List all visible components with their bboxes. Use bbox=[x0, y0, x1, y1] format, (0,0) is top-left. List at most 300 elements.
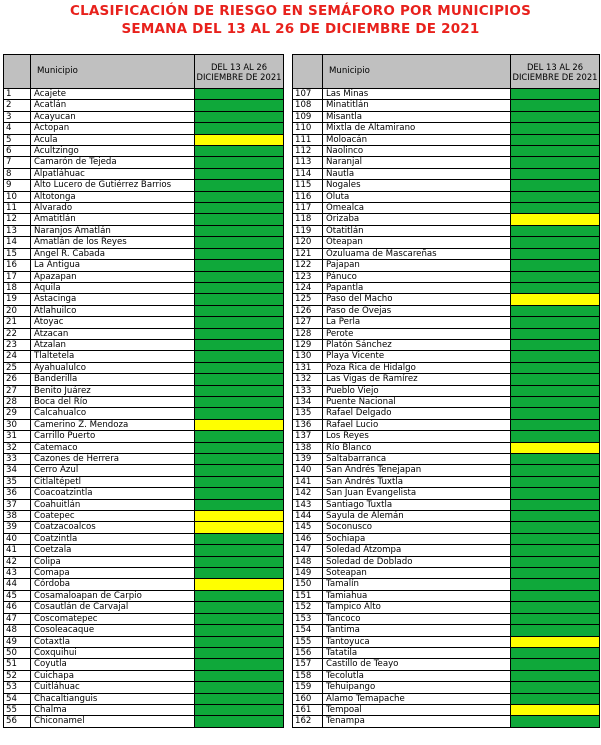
risk-light-cell bbox=[511, 248, 600, 259]
risk-light-cell bbox=[511, 488, 600, 499]
municipio-name: Rafael Lucio bbox=[323, 419, 511, 430]
municipio-name: Ayahualulco bbox=[31, 362, 195, 373]
row-number: 56 bbox=[4, 716, 31, 727]
row-number: 23 bbox=[4, 339, 31, 350]
municipio-name: Cerro Azul bbox=[31, 465, 195, 476]
table-row bbox=[293, 613, 600, 624]
table-row bbox=[293, 294, 600, 305]
municipio-name: Tempoal bbox=[323, 704, 511, 715]
table-row bbox=[4, 180, 284, 191]
municipio-name: Sayula de Alemán bbox=[323, 511, 511, 522]
table-row bbox=[4, 203, 284, 214]
risk-light-cell bbox=[511, 442, 600, 453]
table-row bbox=[4, 271, 284, 282]
row-number: 123 bbox=[293, 271, 323, 282]
table-row bbox=[4, 157, 284, 168]
table-row bbox=[293, 431, 600, 442]
municipio-name: Omealca bbox=[323, 203, 511, 214]
municipio-name: Amatitlán bbox=[31, 214, 195, 225]
table-row bbox=[4, 419, 284, 430]
municipio-name: Córdoba bbox=[31, 579, 195, 590]
municipio-name: Tlaltetela bbox=[31, 351, 195, 362]
table-row bbox=[4, 568, 284, 579]
risk-light-cell bbox=[511, 134, 600, 145]
table-row bbox=[293, 659, 600, 670]
table-row bbox=[4, 454, 284, 465]
risk-light-cell bbox=[511, 454, 600, 465]
row-number: 122 bbox=[293, 260, 323, 271]
risk-light-cell bbox=[511, 522, 600, 533]
municipio-name: Orizaba bbox=[323, 214, 511, 225]
row-number: 146 bbox=[293, 533, 323, 544]
header-week: DEL 13 AL 26 DICIEMBRE DE 2021 bbox=[511, 55, 600, 89]
risk-light-cell bbox=[195, 111, 284, 122]
risk-light-cell bbox=[195, 670, 284, 681]
municipio-name: Atoyac bbox=[31, 317, 195, 328]
risk-light-cell bbox=[195, 465, 284, 476]
header-number-cell bbox=[4, 55, 31, 89]
table-row bbox=[293, 545, 600, 556]
risk-light-cell bbox=[511, 123, 600, 134]
municipio-name: La Perla bbox=[323, 317, 511, 328]
table-row bbox=[4, 225, 284, 236]
table-row bbox=[293, 476, 600, 487]
right-risk-table bbox=[292, 54, 600, 728]
risk-light-cell bbox=[511, 214, 600, 225]
row-number: 127 bbox=[293, 317, 323, 328]
risk-light-cell bbox=[511, 647, 600, 658]
municipio-name: Platón Sánchez bbox=[323, 339, 511, 350]
risk-light-cell bbox=[195, 647, 284, 658]
risk-light-cell bbox=[511, 111, 600, 122]
row-number: 18 bbox=[4, 282, 31, 293]
row-number: 24 bbox=[4, 351, 31, 362]
right-table-body bbox=[293, 89, 600, 728]
table-row bbox=[4, 123, 284, 134]
table-row bbox=[293, 590, 600, 601]
row-number: 41 bbox=[4, 545, 31, 556]
row-number: 149 bbox=[293, 568, 323, 579]
row-number: 109 bbox=[293, 111, 323, 122]
row-number: 110 bbox=[293, 123, 323, 134]
row-number: 36 bbox=[4, 488, 31, 499]
row-number: 21 bbox=[4, 317, 31, 328]
row-number: 121 bbox=[293, 248, 323, 259]
header-number-cell bbox=[293, 55, 323, 89]
municipio-name: Chalma bbox=[31, 704, 195, 715]
municipio-name: Soteapan bbox=[323, 568, 511, 579]
risk-light-cell bbox=[195, 294, 284, 305]
municipio-name: Poza Rica de Hidalgo bbox=[323, 362, 511, 373]
municipio-name: Benito Juárez bbox=[31, 385, 195, 396]
table-row bbox=[293, 260, 600, 271]
municipio-name: Rafael Delgado bbox=[323, 408, 511, 419]
row-number: 16 bbox=[4, 260, 31, 271]
table-row bbox=[4, 625, 284, 636]
row-number: 30 bbox=[4, 419, 31, 430]
table-row bbox=[4, 237, 284, 248]
title-line-2: SEMANA DEL 13 AL 26 DE DICIEMBRE DE 2021 bbox=[121, 21, 480, 37]
table-row bbox=[293, 191, 600, 202]
municipio-name: Moloacán bbox=[323, 134, 511, 145]
risk-light-cell bbox=[511, 476, 600, 487]
risk-light-cell bbox=[511, 682, 600, 693]
risk-light-cell bbox=[511, 237, 600, 248]
row-number: 134 bbox=[293, 396, 323, 407]
municipio-name: Paso de Ovejas bbox=[323, 305, 511, 316]
risk-light-cell bbox=[195, 362, 284, 373]
municipio-name: Cuichapa bbox=[31, 670, 195, 681]
row-number: 55 bbox=[4, 704, 31, 715]
row-number: 4 bbox=[4, 123, 31, 134]
table-row bbox=[293, 419, 600, 430]
row-number: 150 bbox=[293, 579, 323, 590]
row-number: 29 bbox=[4, 408, 31, 419]
left-risk-table bbox=[3, 54, 284, 728]
row-number: 46 bbox=[4, 602, 31, 613]
row-number: 6 bbox=[4, 146, 31, 157]
risk-light-cell bbox=[195, 237, 284, 248]
municipio-name: Cazones de Herrera bbox=[31, 454, 195, 465]
municipio-name: Tenampa bbox=[323, 716, 511, 727]
row-number: 108 bbox=[293, 100, 323, 111]
risk-light-cell bbox=[195, 476, 284, 487]
table-row bbox=[293, 282, 600, 293]
row-number: 1 bbox=[4, 89, 31, 100]
municipio-name: Acatlán bbox=[31, 100, 195, 111]
row-number: 47 bbox=[4, 613, 31, 624]
municipio-name: Paso del Macho bbox=[323, 294, 511, 305]
table-row bbox=[293, 317, 600, 328]
municipio-name: Álamo Temapache bbox=[323, 693, 511, 704]
municipio-name: Los Reyes bbox=[323, 431, 511, 442]
risk-light-cell bbox=[195, 568, 284, 579]
row-number: 32 bbox=[4, 442, 31, 453]
municipio-name: Acayucan bbox=[31, 111, 195, 122]
municipio-name: Coatzintla bbox=[31, 533, 195, 544]
row-number: 158 bbox=[293, 670, 323, 681]
risk-light-cell bbox=[195, 317, 284, 328]
municipio-name: Playa Vicente bbox=[323, 351, 511, 362]
risk-light-cell bbox=[195, 556, 284, 567]
table-row bbox=[4, 431, 284, 442]
risk-light-cell bbox=[195, 157, 284, 168]
municipio-name: Soledad Atzompa bbox=[323, 545, 511, 556]
row-number: 9 bbox=[4, 180, 31, 191]
risk-light-cell bbox=[195, 636, 284, 647]
table-row bbox=[293, 225, 600, 236]
risk-light-cell bbox=[195, 146, 284, 157]
risk-light-cell bbox=[195, 579, 284, 590]
table-row bbox=[4, 522, 284, 533]
risk-light-cell bbox=[195, 511, 284, 522]
municipio-name: Sochiapa bbox=[323, 533, 511, 544]
municipio-name: Calcahualco bbox=[31, 408, 195, 419]
table-row bbox=[293, 180, 600, 191]
title-line-1: CLASIFICACIÓN DE RIESGO EN SEMÁFORO POR MUNICIPIOS bbox=[69, 3, 531, 19]
risk-light-cell bbox=[195, 454, 284, 465]
municipio-name: La Antigua bbox=[31, 260, 195, 271]
row-number: 54 bbox=[4, 693, 31, 704]
row-number: 31 bbox=[4, 431, 31, 442]
row-number: 40 bbox=[4, 533, 31, 544]
risk-light-cell bbox=[511, 89, 600, 100]
municipio-name: Catemaco bbox=[31, 442, 195, 453]
table-row bbox=[4, 704, 284, 715]
municipio-name: Tatatila bbox=[323, 647, 511, 658]
municipio-name: Papantla bbox=[323, 282, 511, 293]
row-number: 38 bbox=[4, 511, 31, 522]
row-number: 156 bbox=[293, 647, 323, 658]
table-row bbox=[4, 362, 284, 373]
risk-light-cell bbox=[511, 511, 600, 522]
table-row bbox=[293, 499, 600, 510]
risk-light-cell bbox=[195, 396, 284, 407]
row-number: 139 bbox=[293, 454, 323, 465]
municipio-name: Amatlán de los Reyes bbox=[31, 237, 195, 248]
risk-light-cell bbox=[195, 522, 284, 533]
risk-light-cell bbox=[511, 385, 600, 396]
row-number: 44 bbox=[4, 579, 31, 590]
risk-light-cell bbox=[511, 282, 600, 293]
table-row bbox=[4, 613, 284, 624]
municipio-name: Camarón de Tejeda bbox=[31, 157, 195, 168]
row-number: 154 bbox=[293, 625, 323, 636]
row-number: 11 bbox=[4, 203, 31, 214]
risk-light-cell bbox=[195, 385, 284, 396]
table-row bbox=[4, 168, 284, 179]
risk-light-cell bbox=[511, 396, 600, 407]
row-number: 43 bbox=[4, 568, 31, 579]
table-row bbox=[4, 248, 284, 259]
table-row bbox=[293, 134, 600, 145]
risk-light-cell bbox=[195, 545, 284, 556]
table-row bbox=[293, 579, 600, 590]
row-number: 124 bbox=[293, 282, 323, 293]
row-number: 39 bbox=[4, 522, 31, 533]
risk-light-cell bbox=[195, 590, 284, 601]
municipio-name: Río Blanco bbox=[323, 442, 511, 453]
row-number: 143 bbox=[293, 499, 323, 510]
header-municipio: Municipio bbox=[31, 55, 195, 89]
table-row bbox=[4, 89, 284, 100]
municipio-name: Coahuitlán bbox=[31, 499, 195, 510]
table-row bbox=[4, 511, 284, 522]
municipio-name: Las Vigas de Ramírez bbox=[323, 374, 511, 385]
municipio-name: Oteapan bbox=[323, 237, 511, 248]
row-number: 148 bbox=[293, 556, 323, 567]
risk-light-cell bbox=[195, 180, 284, 191]
row-number: 51 bbox=[4, 659, 31, 670]
municipio-name: Coscomatepec bbox=[31, 613, 195, 624]
risk-light-cell bbox=[195, 134, 284, 145]
risk-light-cell bbox=[511, 180, 600, 191]
municipio-name: Naranjos Amatlán bbox=[31, 225, 195, 236]
row-number: 130 bbox=[293, 351, 323, 362]
table-row bbox=[293, 693, 600, 704]
risk-light-cell bbox=[511, 260, 600, 271]
header-week: DEL 13 AL 26 DICIEMBRE DE 2021 bbox=[195, 55, 284, 89]
risk-light-cell bbox=[511, 568, 600, 579]
row-number: 159 bbox=[293, 682, 323, 693]
table-row bbox=[293, 716, 600, 727]
table-row bbox=[293, 305, 600, 316]
table-row bbox=[4, 260, 284, 271]
risk-light-cell bbox=[511, 305, 600, 316]
municipio-name: San Andrés Tenejapan bbox=[323, 465, 511, 476]
table-row bbox=[4, 305, 284, 316]
municipio-name: Tantima bbox=[323, 625, 511, 636]
municipio-name: Cosamaloapan de Carpio bbox=[31, 590, 195, 601]
header-row bbox=[4, 55, 284, 89]
risk-light-cell bbox=[511, 100, 600, 111]
row-number: 142 bbox=[293, 488, 323, 499]
risk-light-cell bbox=[195, 168, 284, 179]
row-number: 111 bbox=[293, 134, 323, 145]
row-number: 113 bbox=[293, 157, 323, 168]
risk-light-cell bbox=[511, 203, 600, 214]
table-row bbox=[4, 659, 284, 670]
row-number: 128 bbox=[293, 328, 323, 339]
risk-light-cell bbox=[195, 123, 284, 134]
table-row bbox=[293, 123, 600, 134]
risk-light-cell bbox=[195, 693, 284, 704]
row-number: 117 bbox=[293, 203, 323, 214]
row-number: 135 bbox=[293, 408, 323, 419]
risk-light-cell bbox=[511, 294, 600, 305]
risk-light-cell bbox=[511, 328, 600, 339]
risk-light-cell bbox=[195, 659, 284, 670]
table-row bbox=[4, 556, 284, 567]
risk-light-cell bbox=[195, 191, 284, 202]
table-row bbox=[4, 545, 284, 556]
municipio-name: Ozuluama de Mascareñas bbox=[323, 248, 511, 259]
municipio-name: Oluta bbox=[323, 191, 511, 202]
table-row bbox=[293, 248, 600, 259]
municipio-name: Boca del Río bbox=[31, 396, 195, 407]
risk-light-cell bbox=[511, 670, 600, 681]
risk-light-cell bbox=[511, 556, 600, 567]
row-number: 115 bbox=[293, 180, 323, 191]
table-row bbox=[4, 111, 284, 122]
table-row bbox=[293, 511, 600, 522]
table-row bbox=[4, 636, 284, 647]
row-number: 162 bbox=[293, 716, 323, 727]
municipio-name: Tecolutla bbox=[323, 670, 511, 681]
row-number: 118 bbox=[293, 214, 323, 225]
risk-light-cell bbox=[511, 636, 600, 647]
municipio-name: Colipa bbox=[31, 556, 195, 567]
row-number: 48 bbox=[4, 625, 31, 636]
risk-light-cell bbox=[511, 157, 600, 168]
municipio-name: Comapa bbox=[31, 568, 195, 579]
left-table-body bbox=[4, 89, 284, 728]
table-row bbox=[4, 602, 284, 613]
table-row bbox=[293, 465, 600, 476]
row-number: 161 bbox=[293, 704, 323, 715]
municipio-name: Otatitlán bbox=[323, 225, 511, 236]
table-row bbox=[4, 533, 284, 544]
table-row bbox=[293, 522, 600, 533]
row-number: 50 bbox=[4, 647, 31, 658]
table-row bbox=[4, 590, 284, 601]
row-number: 13 bbox=[4, 225, 31, 236]
municipio-name: Aquila bbox=[31, 282, 195, 293]
row-number: 34 bbox=[4, 465, 31, 476]
table-row bbox=[293, 408, 600, 419]
table-row bbox=[4, 682, 284, 693]
row-number: 141 bbox=[293, 476, 323, 487]
row-number: 49 bbox=[4, 636, 31, 647]
risk-light-cell bbox=[511, 545, 600, 556]
row-number: 27 bbox=[4, 385, 31, 396]
municipio-name: Cotaxtla bbox=[31, 636, 195, 647]
municipio-name: Acula bbox=[31, 134, 195, 145]
municipio-name: Minatitlán bbox=[323, 100, 511, 111]
row-number: 155 bbox=[293, 636, 323, 647]
municipio-name: Puente Nacional bbox=[323, 396, 511, 407]
row-number: 151 bbox=[293, 590, 323, 601]
table-row bbox=[293, 237, 600, 248]
risk-light-cell bbox=[511, 168, 600, 179]
table-row bbox=[293, 568, 600, 579]
row-number: 132 bbox=[293, 374, 323, 385]
table-row bbox=[4, 716, 284, 727]
row-number: 107 bbox=[293, 89, 323, 100]
municipio-name: Nautla bbox=[323, 168, 511, 179]
municipio-name: Citlaltépetl bbox=[31, 476, 195, 487]
municipio-name: Cosautlán de Carvajal bbox=[31, 602, 195, 613]
municipio-name: Mixtla de Altamirano bbox=[323, 123, 511, 134]
table-row bbox=[4, 134, 284, 145]
table-row bbox=[4, 408, 284, 419]
row-number: 129 bbox=[293, 339, 323, 350]
risk-light-cell bbox=[195, 488, 284, 499]
row-number: 42 bbox=[4, 556, 31, 567]
row-number: 136 bbox=[293, 419, 323, 430]
table-row bbox=[293, 670, 600, 681]
risk-light-cell bbox=[511, 225, 600, 236]
table-row bbox=[293, 556, 600, 567]
table-row bbox=[293, 682, 600, 693]
header-row bbox=[293, 55, 600, 89]
row-number: 10 bbox=[4, 191, 31, 202]
risk-light-cell bbox=[511, 431, 600, 442]
table-row bbox=[4, 385, 284, 396]
table-row bbox=[293, 625, 600, 636]
risk-light-cell bbox=[511, 191, 600, 202]
municipio-name: Atzalan bbox=[31, 339, 195, 350]
municipio-name: Tamalín bbox=[323, 579, 511, 590]
table-row bbox=[4, 100, 284, 111]
risk-light-cell bbox=[511, 613, 600, 624]
municipio-name: Castillo de Teayo bbox=[323, 659, 511, 670]
risk-light-cell bbox=[511, 419, 600, 430]
row-number: 5 bbox=[4, 134, 31, 145]
risk-light-cell bbox=[195, 100, 284, 111]
row-number: 22 bbox=[4, 328, 31, 339]
row-number: 7 bbox=[4, 157, 31, 168]
risk-light-cell bbox=[511, 693, 600, 704]
risk-light-cell bbox=[511, 271, 600, 282]
municipio-name: Coxquihui bbox=[31, 647, 195, 658]
table-row bbox=[4, 465, 284, 476]
row-number: 157 bbox=[293, 659, 323, 670]
municipio-name: Chiconamel bbox=[31, 716, 195, 727]
row-number: 52 bbox=[4, 670, 31, 681]
table-row bbox=[293, 271, 600, 282]
table-row bbox=[293, 89, 600, 100]
